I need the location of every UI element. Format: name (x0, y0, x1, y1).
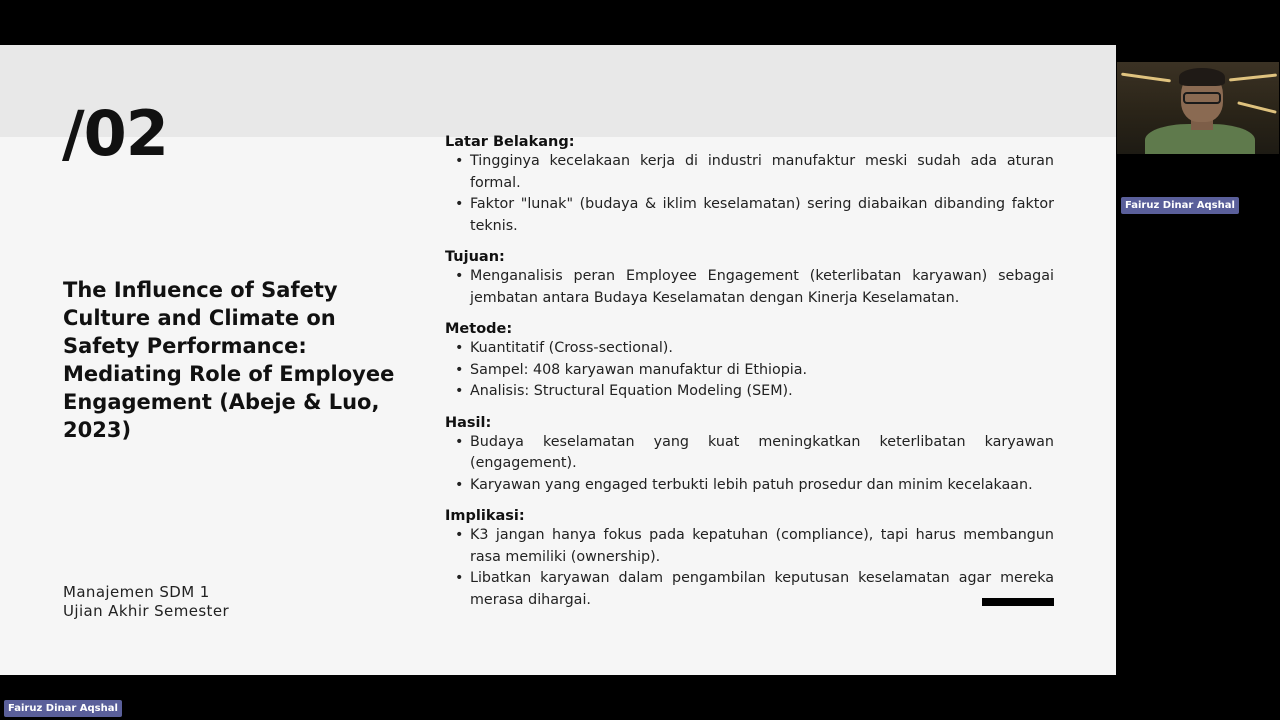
ceiling-light (1229, 73, 1277, 81)
participant-hair (1179, 68, 1225, 86)
section-heading: Latar Belakang: (445, 134, 575, 150)
section-heading: Implikasi: (445, 508, 525, 524)
section-latar-belakang (445, 133, 1054, 237)
section-hasil (445, 414, 1054, 497)
slide-number: /02 (62, 97, 168, 170)
section-metode (445, 320, 1054, 403)
section-tujuan (445, 248, 1054, 309)
bullet-item: • Kuantitatif (Cross-sectional). (445, 338, 1054, 360)
ceiling-light (1121, 73, 1171, 83)
slide-content (445, 133, 1054, 622)
bullet-item: • Sampel: 408 karyawan manufaktur di Ethiopia. (445, 360, 1054, 382)
exam-name: Ujian Akhir Semester (63, 602, 230, 620)
section-heading: Hasil: (445, 414, 492, 431)
section-heading: Tujuan: (445, 249, 505, 265)
ceiling-light (1237, 101, 1277, 114)
bullet-item: • Libatkan karyawan dalam pengambilan keputusan keselamatan agar mereka merasa dihargai. (445, 568, 1054, 611)
bullet-item: • Analisis: Structural Equation Modeling (SEM). (445, 381, 1054, 403)
bullet-item: • Menganalisis peran Employee Engagement (keterlibatan karyawan) sebagai jembatan antara Budaya Keselamatan dengan Kinerja Keselamatan. (445, 266, 1054, 309)
bullet-item: • Budaya keselamatan yang kuat meningkatkan keterlibatan karyawan (engagement). (445, 432, 1054, 475)
bullet-item: • Faktor "lunak" (budaya & iklim keselamatan) sering diabaikan dibanding faktor teknis. (445, 194, 1054, 237)
section-implikasi (445, 507, 1054, 611)
participant-video-tile[interactable] (1117, 62, 1279, 154)
bullet-item: • Karyawan yang engaged terbukti lebih patuh prosedur dan minim kecelakaan. (445, 475, 1054, 497)
bullet-item: • Tingginya kecelakaan kerja di industri manufaktur meski sudah ada aturan formal. (445, 151, 1054, 194)
section-heading: Metode: (445, 321, 513, 337)
bullet-item: • K3 jangan hanya fokus pada kepatuhan (compliance), tapi harus membangun rasa memiliki (ownership). (445, 525, 1054, 568)
slide-accent-bar (982, 598, 1054, 606)
course-info (63, 583, 229, 621)
glasses (1183, 92, 1221, 104)
slide-title: The Influence of Safety Culture and Climate on Safety Performance: Mediating Role of Employee Engagement (Abeje & Luo, 2023) (63, 278, 395, 442)
participant-name-badge: Fairuz Dinar Aqshal (1121, 197, 1239, 214)
shared-screen-slide (0, 45, 1116, 675)
presenter-name-badge: Fairuz Dinar Aqshal (4, 700, 122, 717)
course-name: Manajemen SDM 1 (63, 583, 210, 601)
